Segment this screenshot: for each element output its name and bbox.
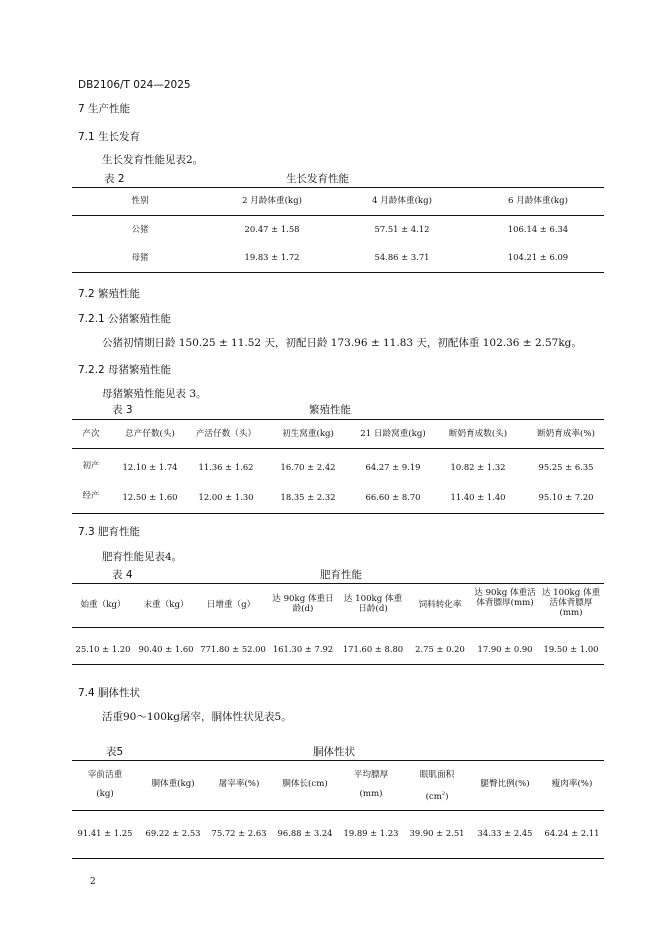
table-3-top-rule bbox=[72, 419, 604, 420]
table-5-cell: 34.33 ± 2.45 bbox=[477, 828, 533, 838]
table-2-cell: 106.14 ± 6.34 bbox=[507, 224, 569, 234]
table-3-cell: 经产 bbox=[82, 490, 100, 500]
section-7-2-1-title: 7.2.1 公猪繁殖性能 bbox=[78, 313, 172, 325]
table-4-header-cell: 饲料转化率 bbox=[418, 600, 462, 610]
table-5-header-superscript: 2 bbox=[441, 791, 446, 797]
table-5-cell: 75.72 ± 2.63 bbox=[211, 828, 267, 838]
table-2-cell: 57.51 ± 4.12 bbox=[374, 224, 430, 234]
table-2-header-cell: 4 月龄体重(kg) bbox=[372, 196, 432, 206]
table-2-label: 表 2 bbox=[104, 173, 125, 185]
table-2-cell: 20.47 ± 1.58 bbox=[244, 224, 300, 234]
table-3-label: 表 3 bbox=[112, 404, 133, 416]
table-3-header-cell: 产活仔数（头） bbox=[195, 429, 257, 439]
table-3-cell: 10.82 ± 1.32 bbox=[450, 462, 506, 472]
table-4-header-cell: 达 100kg 体重活体背膘厚(mm) bbox=[541, 588, 601, 618]
section-7-2-title: 7.2 繁殖性能 bbox=[78, 288, 141, 300]
table-3-cell: 95.10 ± 7.20 bbox=[538, 492, 594, 502]
section-7-4-paragraph: 活重90～100kg屠宰，胴体性状见表5。 bbox=[102, 711, 292, 723]
table-2-cell: 母猪 bbox=[131, 252, 149, 262]
table-5-cell: 96.88 ± 3.24 bbox=[277, 828, 333, 838]
table-5-title: 胴体性状 bbox=[313, 746, 355, 758]
table-4-title: 肥育性能 bbox=[320, 569, 362, 581]
table-3-cell: 11.36 ± 1.62 bbox=[198, 462, 254, 472]
table-3-cell: 66.60 ± 8.70 bbox=[365, 492, 421, 502]
table-2-cell: 104.21 ± 6.09 bbox=[507, 252, 569, 262]
table-2-cell: 19.83 ± 1.72 bbox=[244, 252, 300, 262]
table-5-header-cell: 胴体重(kg) bbox=[151, 779, 195, 789]
table-2-header-rule bbox=[72, 215, 604, 216]
table-4-header-rule bbox=[72, 627, 604, 628]
table-2-top-rule bbox=[72, 187, 604, 188]
table-5-header-cell: 腿臀比例(%) bbox=[480, 779, 530, 789]
table-4-label: 表 4 bbox=[112, 569, 133, 581]
table-3-cell: 16.70 ± 2.42 bbox=[280, 462, 336, 472]
table-5-header-cell bbox=[406, 789, 468, 802]
table-3-bottom-rule bbox=[72, 513, 604, 514]
section-7-2-2-paragraph: 母猪繁殖性能见表 3。 bbox=[102, 388, 207, 400]
table-4-cell: 771.80 ± 52.00 bbox=[200, 644, 266, 654]
table-3-cell: 12.10 ± 1.74 bbox=[122, 462, 178, 472]
table-5-header-cell: (kg) bbox=[96, 789, 114, 799]
table-4-header-cell: 达 90kg 体重活体背膘厚(mm) bbox=[474, 588, 536, 608]
page-number: 2 bbox=[90, 877, 96, 887]
section-7-2-1-paragraph: 公猪初情期日龄 150.25 ± 11.52 天，初配日龄 173.96 ± 11.83 天，初配体重 102.36 ± 2.57kg。 bbox=[102, 337, 582, 349]
table-5-header-cell: 胴体长(cm) bbox=[282, 779, 328, 789]
table-4-cell: 25.10 ± 1.20 bbox=[75, 644, 131, 654]
section-7-3-title: 7.3 肥育性能 bbox=[78, 526, 141, 538]
table-2-header-cell: 性别 bbox=[131, 196, 149, 206]
table-2-bottom-rule bbox=[72, 272, 604, 273]
table-4-bottom-rule bbox=[72, 664, 604, 665]
table-3-cell: 95.25 ± 6.35 bbox=[538, 462, 594, 472]
table-4-cell: 161.30 ± 7.92 bbox=[272, 644, 334, 654]
table-3-header-cell: 初生窝重(kg) bbox=[282, 429, 334, 439]
table-3-cell: 初产 bbox=[82, 460, 100, 470]
table-3-header-cell: 断奶育成数(头) bbox=[448, 429, 508, 439]
table-5-header-cell: 屠宰率(%) bbox=[218, 779, 260, 789]
table-4-cell: 19.50 ± 1.00 bbox=[543, 644, 599, 654]
table-5-header-cell: 宰前活重 bbox=[87, 770, 123, 780]
table-5-cell: 91.41 ± 1.25 bbox=[77, 828, 133, 838]
section-7-title: 7 生产性能 bbox=[78, 103, 131, 115]
table-4-header-cell: 日增重（g） bbox=[206, 600, 256, 610]
table-3-header-cell: 总产仔数(头) bbox=[125, 429, 175, 439]
table-3-header-cell: 断奶育成率(%) bbox=[537, 429, 595, 439]
table-5-header-cell: 瘦肉率(%) bbox=[551, 779, 593, 789]
table-4-header-cell: 始重（kg） bbox=[80, 600, 126, 610]
table-4-top-rule bbox=[72, 583, 604, 584]
table-5-cell: 64.24 ± 2.11 bbox=[544, 828, 600, 838]
standard-number: DB2106/T 024—2025 bbox=[78, 79, 191, 91]
section-7-1-title: 7.1 生长发育 bbox=[78, 131, 141, 143]
table-3-cell: 12.00 ± 1.30 bbox=[198, 492, 254, 502]
table-5-cell: 39.90 ± 2.51 bbox=[409, 828, 465, 838]
table-5-cell: 19.89 ± 1.23 bbox=[343, 828, 399, 838]
table-5-bottom-rule bbox=[72, 858, 604, 859]
table-3-header-cell: 21 日龄窝重(kg) bbox=[360, 429, 426, 439]
table-2-header-cell: 2 月龄体重(kg) bbox=[242, 196, 302, 206]
table-2-title: 生长发育性能 bbox=[286, 173, 349, 185]
table-2-cell: 54.86 ± 3.71 bbox=[374, 252, 430, 262]
table-5-header-unit-part: ) bbox=[445, 791, 449, 802]
table-5-cell: 69.22 ± 2.53 bbox=[145, 828, 201, 838]
section-7-4-title: 7.4 胴体性状 bbox=[78, 687, 141, 699]
table-3-title: 繁殖性能 bbox=[309, 404, 351, 416]
table-4-header-cell: 达 100kg 体重日龄(d) bbox=[343, 594, 403, 614]
table-4-cell: 2.75 ± 0.20 bbox=[415, 644, 465, 654]
table-4-header-cell: 达 90kg 体重日龄(d) bbox=[272, 594, 334, 614]
table-3-header-cell: 产次 bbox=[82, 429, 100, 439]
table-4-cell: 171.60 ± 8.80 bbox=[342, 644, 404, 654]
table-5-header-cell: 平均膘厚 bbox=[353, 770, 389, 780]
table-5-header-rule bbox=[72, 810, 604, 811]
table-2-header-cell: 6 月龄体重(kg) bbox=[508, 196, 568, 206]
table-3-cell: 64.27 ± 9.19 bbox=[365, 462, 421, 472]
section-7-3-paragraph: 肥育性能见表4。 bbox=[102, 551, 183, 563]
table-5-header-unit-part: (cm bbox=[425, 791, 442, 802]
table-5-top-rule bbox=[72, 760, 604, 761]
table-5-header-cell: 眼肌面积 bbox=[419, 770, 455, 780]
table-4-header-cell: 末重（kg） bbox=[143, 600, 189, 610]
table-3-cell: 18.35 ± 2.32 bbox=[280, 492, 336, 502]
table-4-cell: 90.40 ± 1.60 bbox=[138, 644, 194, 654]
section-7-2-2-title: 7.2.2 母猪繁殖性能 bbox=[78, 364, 172, 376]
section-7-1-paragraph: 生长发育性能见表2。 bbox=[102, 154, 204, 166]
table-3-cell: 11.40 ± 1.40 bbox=[450, 492, 506, 502]
table-4-cell: 17.90 ± 0.90 bbox=[477, 644, 533, 654]
table-5-label: 表5 bbox=[106, 746, 124, 758]
table-5-header-cell: (mm) bbox=[359, 789, 383, 799]
table-2-cell: 公猪 bbox=[131, 224, 149, 234]
table-3-header-rule bbox=[72, 448, 604, 449]
table-3-cell: 12.50 ± 1.60 bbox=[122, 492, 178, 502]
